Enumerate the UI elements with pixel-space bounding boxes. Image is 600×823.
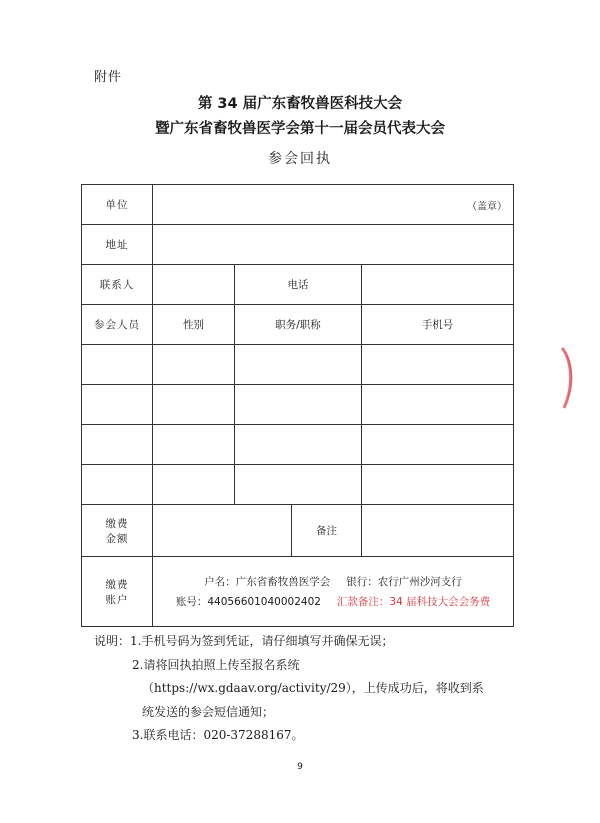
row-address (82, 225, 514, 265)
attendee-name-cell[interactable] (82, 465, 153, 505)
remit-note: 汇款备注：34 届科技大会会务费 (336, 595, 491, 608)
note-line-4: 统发送的参会短信通知； (142, 704, 275, 719)
document-title-line-2: 暨广东省畜牧兽医学会第十一届会员代表大会 (155, 121, 445, 137)
attendee-label: 参会人员 (82, 305, 153, 345)
attendee-position-cell[interactable] (235, 345, 362, 385)
attendee-position-cell[interactable] (235, 465, 362, 505)
fee-label-line-2: 金额 (105, 532, 129, 545)
account-line-2 (153, 592, 513, 612)
phone-field[interactable] (362, 265, 514, 305)
contact-label: 联系人 (82, 265, 153, 305)
attachment-label: 附件 (94, 70, 123, 85)
remark-field[interactable] (362, 505, 514, 557)
attendee-mobile-cell[interactable] (362, 345, 514, 385)
account-label (82, 557, 153, 627)
stamp-fragment-icon (558, 346, 580, 410)
account-line-1 (153, 572, 513, 592)
registration-form-table (81, 184, 514, 627)
bank-name: 银行：农行广州沙河支行 (346, 575, 462, 588)
account-name: 户名：广东省畜牧兽医学会 (204, 575, 331, 588)
phone-label: 电话 (235, 265, 362, 305)
account-label-line-1: 缴费 (105, 578, 129, 591)
fee-label-line-1: 缴费 (105, 517, 129, 530)
note-line-1: 说明：1.手机号码为签到凭证，请仔细填写并确保无误； (94, 634, 394, 648)
row-fee (82, 505, 514, 557)
document-title-line-1: 第 34 届广东畜牧兽医科技大会 (197, 96, 403, 112)
note-line-2: 2.请将回执拍照上传至报名系统 (132, 657, 300, 672)
attendee-name-cell[interactable] (82, 385, 153, 425)
attendee-mobile-cell[interactable] (362, 465, 514, 505)
remark-label: 备注 (292, 505, 362, 557)
attendee-row (82, 345, 514, 385)
attendee-gender-cell[interactable] (153, 465, 235, 505)
row-contact (82, 265, 514, 305)
unit-label: 单位 (82, 185, 153, 225)
attendee-position-cell[interactable] (235, 425, 362, 465)
attendee-row (82, 425, 514, 465)
attendee-mobile-cell[interactable] (362, 425, 514, 465)
account-info (153, 557, 514, 627)
attendee-mobile-cell[interactable] (362, 385, 514, 425)
attendee-position-cell[interactable] (235, 385, 362, 425)
mobile-label: 手机号 (362, 305, 514, 345)
unit-field[interactable] (153, 185, 514, 225)
row-unit (82, 185, 514, 225)
attendee-gender-cell[interactable] (153, 385, 235, 425)
gender-label: 性别 (153, 305, 235, 345)
note-line-3: （https://wx.gdaav.org/activity/29），上传成功后，将收到系 (142, 681, 484, 695)
row-account (82, 557, 514, 627)
row-attendee-header (82, 305, 514, 345)
contact-field[interactable] (153, 265, 235, 305)
account-label-line-2: 账户 (105, 593, 129, 606)
attendee-gender-cell[interactable] (153, 425, 235, 465)
document-subtitle: 参会回执 (268, 151, 332, 167)
address-field[interactable] (153, 225, 514, 265)
note-line-5: 3.联系电话：020-37288167。 (132, 728, 304, 742)
attendee-row (82, 465, 514, 505)
account-number: 账号：44056601040002402 (175, 595, 321, 608)
attendee-name-cell[interactable] (82, 345, 153, 385)
attendee-gender-cell[interactable] (153, 345, 235, 385)
page-number: 9 (297, 762, 303, 772)
address-label: 地址 (82, 225, 153, 265)
position-label: 职务/职称 (235, 305, 362, 345)
attendee-name-cell[interactable] (82, 425, 153, 465)
attendee-row (82, 385, 514, 425)
seal-note: （盖章） (467, 201, 507, 212)
notes-section (94, 630, 524, 748)
fee-amount-label (82, 505, 153, 557)
fee-amount-field[interactable] (153, 505, 292, 557)
